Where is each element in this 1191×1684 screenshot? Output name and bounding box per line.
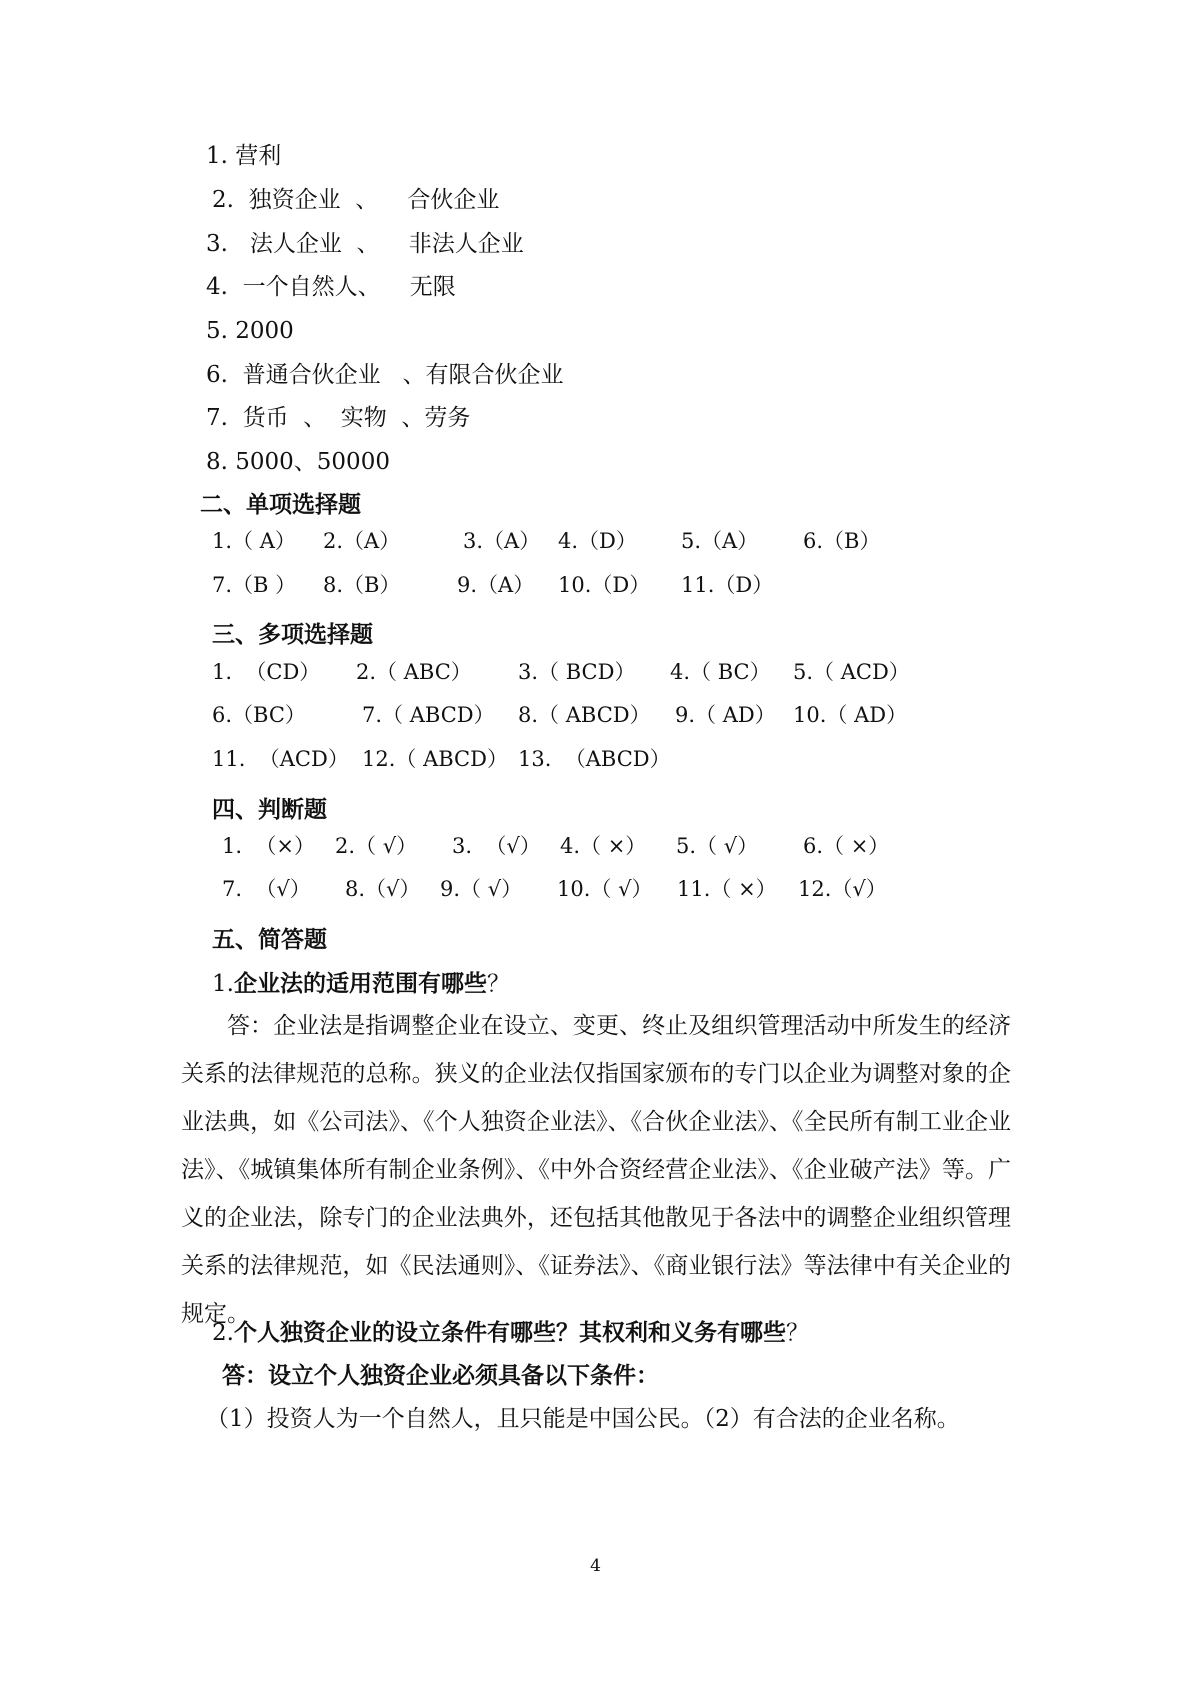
fill-answer-1: 1. 营利 <box>206 143 282 169</box>
multiple-choice-answer: 5.（ ACD） <box>793 660 910 684</box>
single-choice-answer: 2.（A） <box>323 529 401 553</box>
multiple-choice-answer: 12.（ ABCD） <box>362 747 508 771</box>
multiple-choice-answer: 2.（ ABC） <box>356 660 472 684</box>
fill-answer-8: 8. 5000、50000 <box>206 449 390 475</box>
multiple-choice-answer: 7.（ ABCD） <box>362 703 495 727</box>
single-choice-answer: 8.（B） <box>323 573 401 597</box>
true-false-answer: 3. （√） <box>452 834 541 858</box>
question-1-number: 1. <box>212 971 234 997</box>
single-choice-answer: 10.（D） <box>558 573 651 597</box>
true-false-answer: 10.（ √） <box>557 877 653 901</box>
true-false-answer: 4.（ ×） <box>560 834 647 858</box>
multiple-choice-answer: 8.（ ABCD） <box>518 703 651 727</box>
question-1 <box>212 969 510 999</box>
multiple-choice-answer: 6.（BC） <box>212 703 306 727</box>
multiple-choice-answer: 1. （CD） <box>212 660 321 684</box>
single-choice-answer: 4.（D） <box>558 529 637 553</box>
true-false-answer: 8.（√） <box>345 877 421 901</box>
fill-answer-6: 6. 普通合伙企业 、有限合伙企业 <box>206 362 564 388</box>
single-choice-answer: 5.（A） <box>681 529 759 553</box>
question-2 <box>212 1318 809 1348</box>
true-false-answer: 11.（ ×） <box>677 877 777 901</box>
single-choice-answer: 11.（D） <box>681 573 774 597</box>
section-title-short-answer: 五、简答题 <box>212 927 327 953</box>
true-false-answer: 12.（√） <box>798 877 887 901</box>
true-false-answer: 9.（ √） <box>440 877 523 901</box>
true-false-answer: 2.（ √） <box>335 834 418 858</box>
fill-answer-5: 5. 2000 <box>206 318 294 344</box>
true-false-answer: 7. （√） <box>222 877 311 901</box>
multiple-choice-answer: 4.（ BC） <box>670 660 771 684</box>
page-number: 4 <box>590 1556 601 1576</box>
multiple-choice-answer: 10.（ AD） <box>793 703 908 727</box>
question-2-text: 个人独资企业的设立条件有哪些？其权利和义务有哪些 <box>233 1319 786 1346</box>
answer-1-paragraph: 答：企业法是指调整企业在设立、变更、终止及组织管理活动中所发生的经济关系的法律规范的总称。狭义的企业法仅指国家颁布的专门以企业为调整对象的企业法典，如《公司法》、《个人独资企业法》、《合伙企业法》、《全民所有制工业企业法》、《城镇集体所有制企业条例》、《中外合资经营企业法》、《企业破产法》等。广义的企业法，除专门的企业法典外，还包括其他散见于各法中的调整企业组织管理关系的法律规范，如《民法通则》、《证券法》、《商业银行法》等法律中有关企业的规定。 <box>181 1013 1011 1327</box>
fill-answer-3: 3. 法人企业 、 非法人企业 <box>206 231 524 257</box>
section-title-single-choice: 二、单项选择题 <box>200 492 361 518</box>
fill-answer-2: 2. 独资企业 、 合伙企业 <box>212 187 500 213</box>
single-choice-answer: 3.（A） <box>463 529 541 553</box>
multiple-choice-answer: 13. （ABCD） <box>518 747 671 771</box>
true-false-answer: 5.（ √） <box>676 834 759 858</box>
question-2-number: 2. <box>212 1320 234 1346</box>
question-2-mark: ？ <box>785 1320 809 1346</box>
question-1-mark: ？ <box>486 971 510 997</box>
section-title-true-false: 四、判断题 <box>212 797 327 823</box>
true-false-answer: 6.（ ×） <box>803 834 890 858</box>
section-title-multiple-choice: 三、多项选择题 <box>212 622 373 648</box>
multiple-choice-answer: 3.（ BCD） <box>518 660 636 684</box>
single-choice-answer: 6.（B） <box>803 529 881 553</box>
true-false-answer: 1. （×） <box>222 834 315 858</box>
question-1-text: 企业法的适用范围有哪些 <box>233 970 487 997</box>
multiple-choice-answer: 11. （ACD） <box>212 747 349 771</box>
multiple-choice-answer: 9.（ AD） <box>675 703 776 727</box>
fill-answer-4: 4. 一个自然人、 无限 <box>206 274 456 300</box>
single-choice-answer: 7.（B ） <box>212 573 297 597</box>
single-choice-answer: 9.（A） <box>457 573 535 597</box>
answer-2-line: （1）投资人为一个自然人，且只能是中国公民。（2）有合法的企业名称。 <box>206 1406 960 1432</box>
answer-2-heading: 答：设立个人独资企业必须具备以下条件： <box>222 1362 659 1389</box>
single-choice-answer: 1.（ A） <box>212 529 296 553</box>
fill-answer-7: 7. 货币 、 实物 、劳务 <box>206 405 471 431</box>
